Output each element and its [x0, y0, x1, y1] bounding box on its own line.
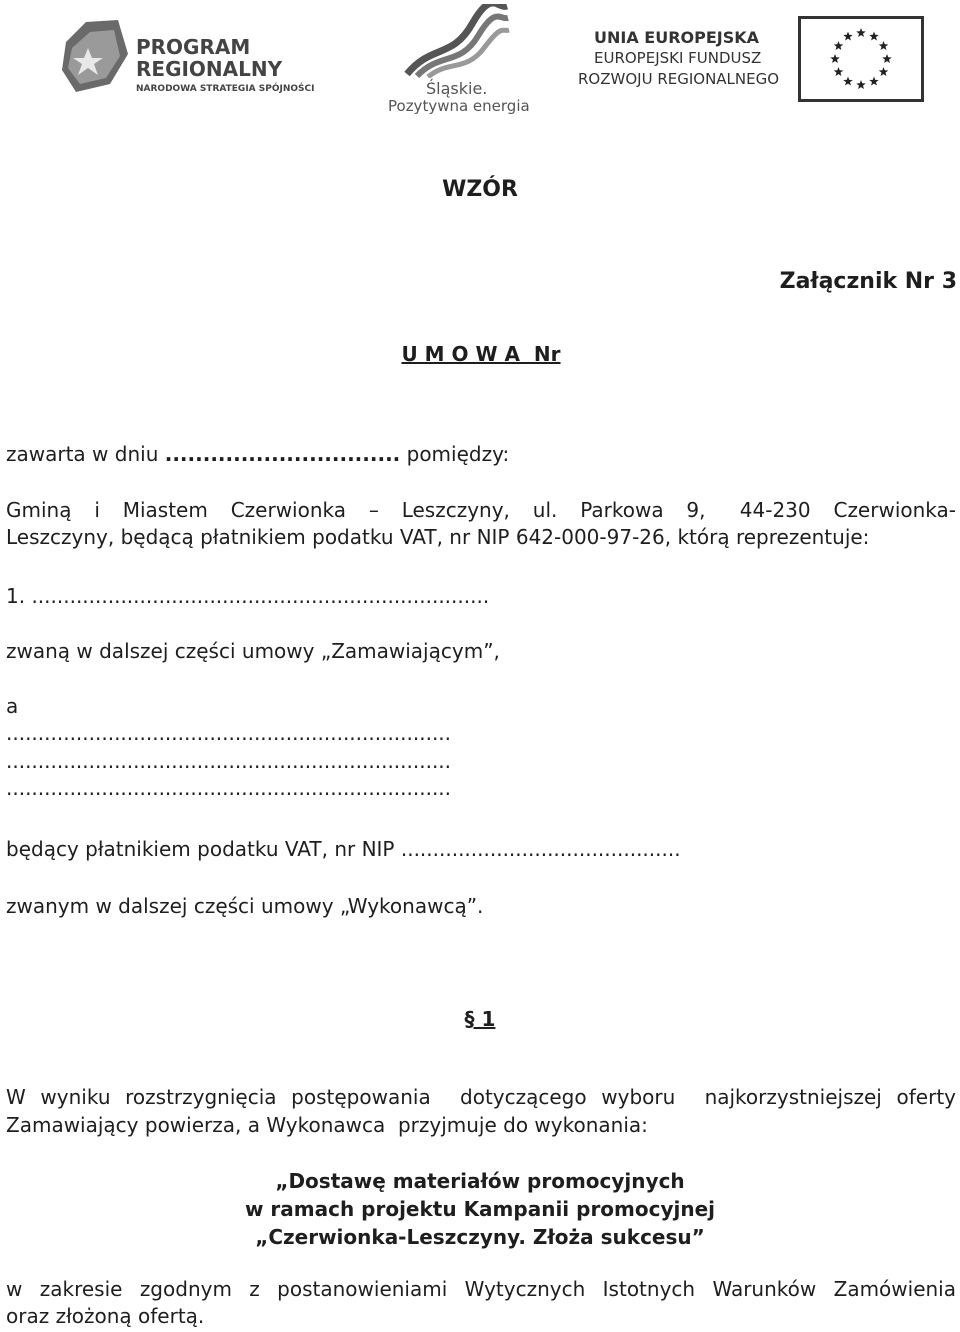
section1-line1: W wyniku rozstrzygnięcia postępowania dotyczącego wyboru najkorzystniejszej oferty — [6, 1085, 956, 1109]
program-line3: NARODOWA STRATEGIA SPÓJNOŚCI — [136, 84, 315, 94]
program-line2: REGIONALNY — [136, 57, 283, 81]
party1-line1: Gminą i Miastem Czerwionka – Leszczyny, ul. Parkowa 9, 44-230 Czerwionka- — [6, 498, 956, 522]
program-regionalny-logo — [58, 14, 338, 104]
contract-title: U M O W A Nr — [401, 342, 561, 366]
party2-dots-2: ...................................................................... — [6, 749, 452, 773]
program-line1: PROGRAM — [136, 35, 251, 59]
scope-line2: oraz złożoną ofertą. — [6, 1304, 205, 1328]
date-placeholder: ............................... — [164, 442, 401, 466]
eu-line1: UNIA EUROPEJSKA — [594, 28, 760, 47]
paragraph-1-heading: § 1 — [464, 1007, 496, 1031]
date-prefix: zawarta w dniu — [6, 442, 165, 466]
slaskie-line2: Pozytywna energia — [388, 97, 530, 115]
representative-line: 1. ........................................................................ — [6, 584, 490, 608]
party2-dots-3: ...................................................................... — [6, 776, 452, 800]
contract-date-line — [6, 441, 509, 468]
eu-line3: ROZWOJU REGIONALNEGO — [578, 70, 780, 88]
date-suffix: pomiędzy: — [400, 442, 510, 466]
wykonawca-line: zwanym w dalszej części umowy „Wykonawcą”. — [6, 894, 484, 918]
party2-a: a — [6, 694, 19, 718]
section1-line2: Zamawiający powierza, a Wykonawca przyjmuje do wykonania: — [6, 1113, 648, 1137]
wzor-heading: WZÓR — [442, 177, 518, 202]
program-star-emblem-icon — [58, 14, 134, 96]
slaskie-logo — [380, 4, 530, 116]
party2-nip-line: będący płatnikiem podatku VAT, nr NIP ............................................ — [6, 837, 681, 861]
eu-flag-icon — [798, 16, 924, 102]
slaskie-line1: Śląskie. — [426, 79, 488, 98]
attachment-label: Załącznik Nr 3 — [779, 269, 957, 294]
subject-line1: „Dostawę materiałów promocyjnych — [275, 1169, 685, 1193]
slaskie-waves-icon — [402, 4, 512, 78]
subject-line2: w ramach projektu Kampanii promocyjnej — [244, 1197, 716, 1221]
eu-fund-logo — [578, 14, 928, 104]
zamawiajacy-line: zwaną w dalszej części umowy „Zamawiającym”, — [6, 639, 500, 663]
party2-dots-1: ...................................................................... — [6, 721, 452, 745]
eu-line2: EUROPEJSKI FUNDUSZ — [594, 49, 762, 67]
subject-line3: „Czerwionka-Leszczyny. Złoża sukcesu” — [255, 1225, 705, 1249]
scope-line1: w zakresie zgodnym z postanowieniami Wytycznych Istotnych Warunków Zamówienia — [6, 1277, 956, 1301]
party1-line2: Leszczyny, będącą płatnikiem podatku VAT, nr NIP 642-000-97-26, którą reprezentuje: — [6, 525, 870, 549]
